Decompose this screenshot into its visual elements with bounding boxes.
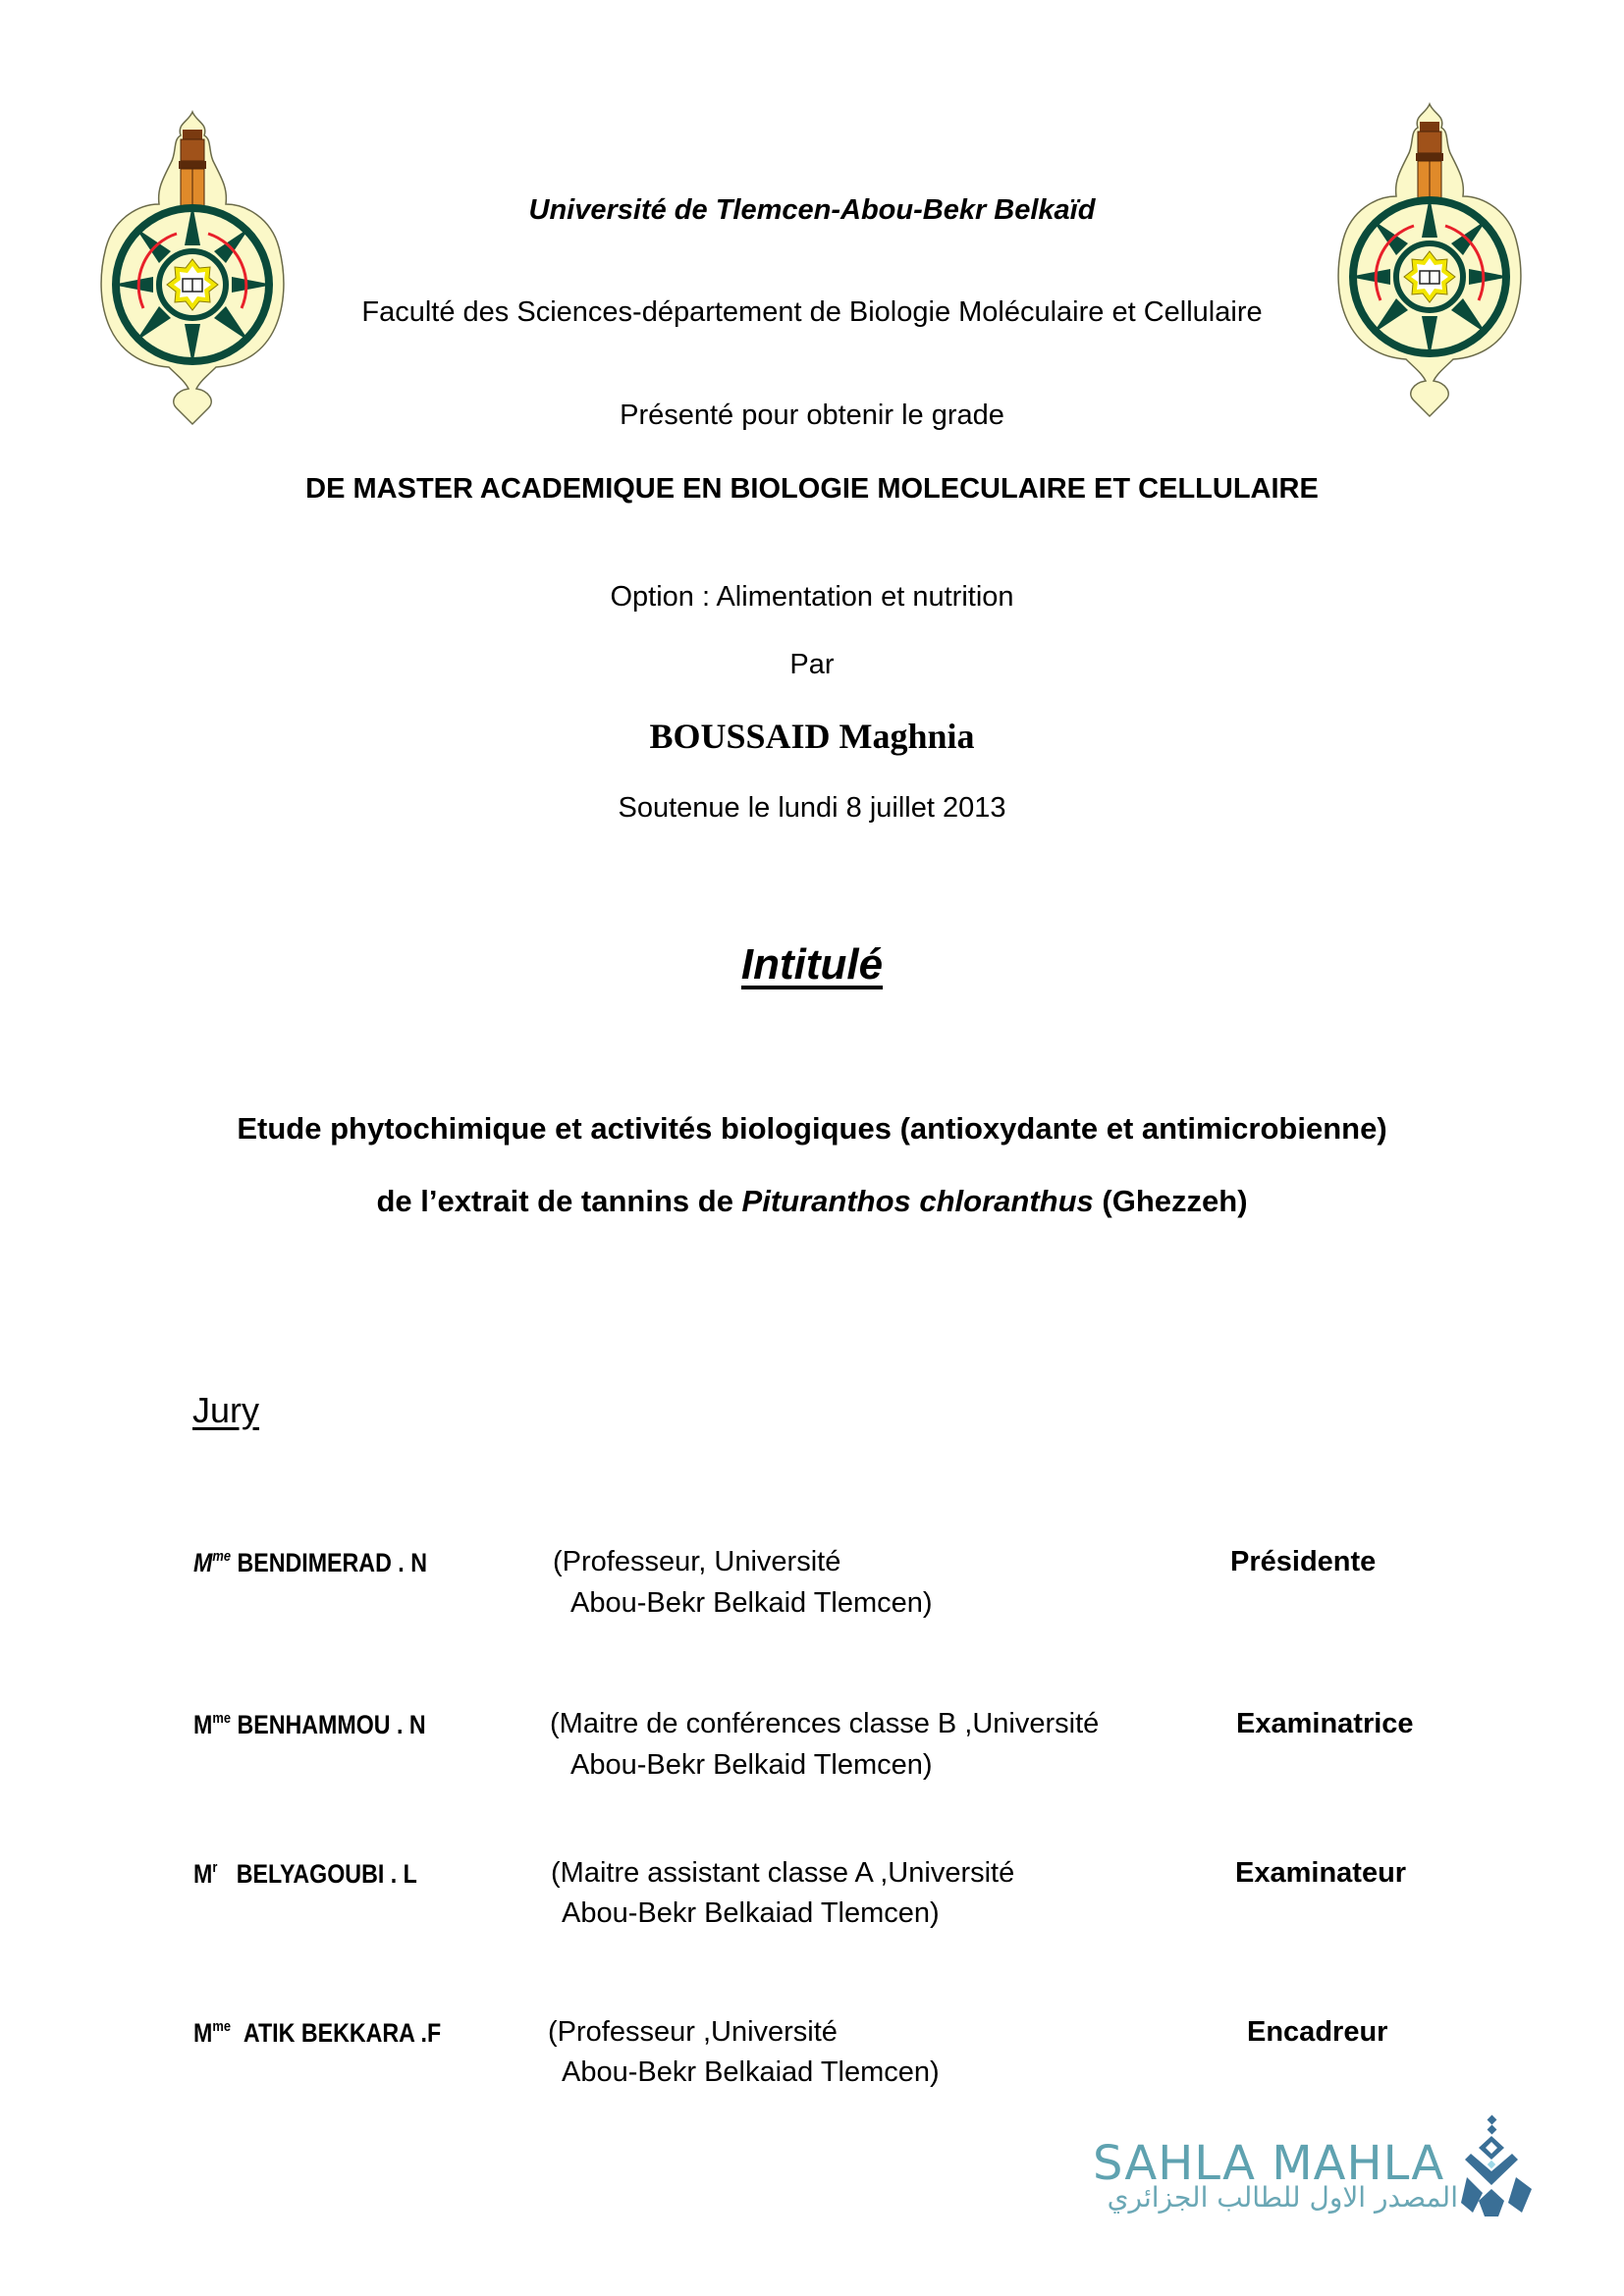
thesis-title-line-2 [0,1184,1624,1219]
jury-member-desc-line-2: Abou-Bekr Belkaiad Tlemcen) [562,2056,940,2088]
jury-member-role: Examinatrice [1236,1708,1414,1739]
honorific-sup: r [212,1859,218,1876]
honorific: M [193,1859,213,1889]
jury-member-desc-line-1: (Professeur, Université [553,1546,841,1577]
thesis-title-line-1: Etude phytochimique et activités biologiques (antioxydante et antimicrobienne) [237,1111,1387,1146]
honorific-sup: me [212,1710,232,1727]
honorific: M [193,1548,213,1577]
honorific-sup: me [212,2018,232,2035]
option-text: Option : Alimentation et nutrition [610,581,1014,613]
species-name: Pituranthos chloranthus [741,1184,1094,1218]
jury-member-name [193,1859,417,1890]
faculty-name: Faculté des Sciences-département de Biologie Moléculaire et Cellulaire [361,296,1263,328]
jury-member-role: Présidente [1230,1546,1377,1577]
university-emblem-left [98,110,287,426]
title-prefix: de l’extrait de tannins de [376,1184,742,1218]
member-surname: ATIK BEKKARA .F [243,2018,442,2048]
university-emblem-icon [98,110,287,426]
watermark-brand: SAHLA MAHLA [1093,2136,1445,2191]
jury-member-desc-line-1: (Maitre de conférences classe B ,Université [550,1708,1100,1739]
defense-date: Soutenue le lundi 8 juillet 2013 [618,792,1006,824]
jury-member-desc-line-1: (Maitre assistant classe A ,Université [551,1857,1015,1889]
university-name: Université de Tlemcen-Abou-Bekr Belkaïd [528,194,1096,226]
jury-member-name [193,1548,427,1578]
member-surname: BENDIMERAD . N [237,1548,427,1577]
jury-member-desc-line-2: Abou-Bekr Belkaid Tlemcen) [570,1587,933,1619]
honorific-sup: me [212,1548,232,1565]
title-suffix: (Ghezzeh) [1093,1184,1248,1218]
jury-heading: Jury [192,1390,260,1430]
watermark-logo [1459,2114,1534,2220]
by-text: Par [789,649,835,680]
degree-title: DE MASTER ACADEMIQUE EN BIOLOGIE MOLECULAIRE ET CELLULAIRE [305,473,1319,505]
jury-member-desc-line-1: (Professeur ,Université [548,2016,838,2048]
university-emblem-right [1335,102,1524,418]
jury-member-name [193,1710,426,1740]
jury-member-desc-line-2: Abou-Bekr Belkaid Tlemcen) [570,1749,933,1781]
jury-member-name [193,2018,441,2049]
jury-member-desc-line-2: Abou-Bekr Belkaiad Tlemcen) [562,1897,940,1929]
university-emblem-icon [1335,102,1524,418]
presented-for-text: Présenté pour obtenir le grade [620,400,1004,431]
member-surname: BENHAMMOU . N [237,1710,426,1739]
title-heading: Intitulé [740,940,884,988]
jury-member-role: Encadreur [1247,2016,1388,2048]
honorific: M [193,1710,213,1739]
jury-member-role: Examinateur [1235,1857,1407,1889]
member-surname: BELYAGOUBI . L [236,1859,417,1889]
author-name: BOUSSAID Maghnia [649,717,975,756]
sahla-mahla-logo-icon [1459,2114,1534,2220]
honorific: M [193,2018,213,2048]
watermark-tagline: المصدر الاول للطالب الجزائري [1107,2181,1458,2214]
